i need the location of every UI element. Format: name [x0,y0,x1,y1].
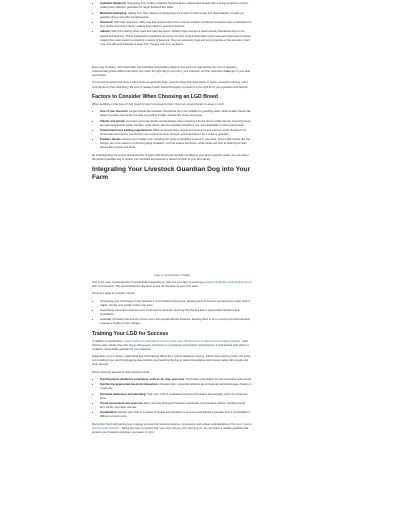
list-item-text: Assess your predator risk, including the types of predators present in your area. Some LGD breeds, like the Kangal, are more suited to confronting large predators, such as wolves and bears, while others are best at deterring smaller threats like coyotes and foxes. [100,138,250,150]
list-item: • Introducing your LGD puppy to the livestock in a controlled environment, allowing them to become accustomed to each other's sights, sounds, and smells at their own pace. [100,300,252,308]
text: Remember that LGD training is an ongoing process that requires patience, consistency, and a clear understanding of the [92,422,236,426]
list-item [100,138,252,150]
list-item-term: Temperament and training requirements: [100,128,153,132]
list-item [100,12,252,20]
list-item-term: Reinforcing appropriate livestock interactions: [100,383,160,387]
list-item-text: Reward calm, respectful behavior around animals and discourage chasing or rough play. [100,383,252,391]
guardian-breed-list [92,0,252,48]
list-item-term: Teaching basic obedience commands, such as sit, stay, and come. [100,377,186,381]
list-item-term: Threat assessment and response: [100,401,144,405]
list-item-text: Help your dog distinguish between real threats and harmless visitors, including family, farm hands, and other animals. [100,401,246,410]
list-item-text: With their striking white coats and calm demeanor, Akbash dogs possess a quiet intensity that allows them to be patient and attentive. These independent guardians are known for their careful observation and measured responses to threats, making them well suited to protecting a variety of livestock. They are extremely loyal and very protective of the animals in their care, and will work tirelessly to keep their charges safe from predators. [100,30,252,46]
text: In addition to socialization, [92,339,124,343]
list-item-term: Size of your livestock: [100,110,129,114]
list-item-term: Predator threats: [100,138,122,142]
article-body [92,0,252,438]
list-item [100,120,252,128]
list-item [100,393,252,401]
list-item-text: Expose your LGD to a variety of people and situations to ensure a well-adjusted guardian that is comfortable in different environments. [100,411,250,419]
list-item-text: Different breeds have varying temperaments and training needs. Research the breed traits and choose one that fits your experience level, lifestyle, and expectations for a working guardian. [100,128,247,136]
list-item-term: Akbash: [100,30,111,34]
steps-list [92,300,252,327]
training-list [92,378,252,420]
paragraph: Some important aspects of LGD training include: [92,370,150,374]
list-item [100,378,252,382]
list-item: • Supervising interactions between your LGD and the livestock, ensuring that the dog learns appropriate behaviors and boundaries. [100,309,252,317]
text: . Start training early, ideally when the dog is still a puppy, and focus on consistency and positive reinforcement. A well-trained LGD will be a confident, dependable guardian for your livestock. [92,339,249,351]
paragraph: When deciding on the type of LGD breed for your homestead or farm, there are several factors to keep in mind: [92,102,225,106]
list-item-term: Perimeter awareness and patrolling: [100,392,147,396]
text: . Taking the time to properly train your LGD will pay off in the long run, as you'll have a reliable guardian that protects your livestock and gives you peace of mind. [92,426,249,434]
factor-list [92,110,252,150]
list-item-text: Larger breeds like Anatolian Shepherds are more suitable for guarding cattle, while smaller breeds like Great Pyrenees can handle the task of guarding smaller animals like sheep and goats. [100,110,251,118]
list-item-text: With their distinctive, fluffy coat that protects them from extreme weather conditions, Kuvaszok have a reputation for their gentle and caring nature, making them ideal for guarding livestock. [100,21,252,29]
training-link[interactable]: proper training is essential for ensuring that your LGD becomes an effective and reliable guardian [124,339,241,343]
text: One of the most crucial aspects of successfully integrating an LGD into your farm is ensuring a [92,280,205,284]
list-item-term: Socialization: [100,411,118,415]
list-item [100,411,252,419]
list-item [100,21,252,29]
paragraph [92,423,252,435]
list-item [100,30,252,46]
list-item-term: Kuvaszok: [100,21,114,25]
paragraph: Regardless of your choice, understand that LGD training differs from typical obedience training. Rather than teaching tricks, the focus is on building trust, reinforcing appropriate instincts, and teaching the dog to respect boundaries and interact safely with people and other animals. [92,355,251,367]
text: with your livestock. This period helps the dog learn to see the livestock as part of its pack. [92,285,199,288]
list-item: • Gradually increasing the amount of time your LGD spends with the livestock, allowing them to form a strong bond and develop a sense of loyalty to their charges. [100,318,252,326]
paragraph: Every dog is unique, with breed traits and individual personalities shaping how each one approaches the work of guarding. Understanding these differences helps you match the right dog to your farm, your livestock, and the particular challenges of your land and climate. [92,66,251,78]
list-item-text: Originating from Turkey, Anatolian Shepherds are independent breeds with a strong protective instinct, making them effective guardians for larger livestock like cattle. [100,2,249,10]
list-item [100,402,252,410]
list-item [100,2,252,10]
paragraph [92,340,252,352]
list-item [100,129,252,137]
list-item-text: Consider your local climate and landscape when selecting a breed. Some LGDs, like the Great Pyrenees, are well-equipped for colder climates, while others, like the Anatolian Shepherd, are more adaptable to arid environments. [100,119,252,127]
section-heading-training: Training Your LGD for Success [92,330,169,337]
list-item-text: Train your LGD to understand property boundaries and regularly patrol the protected area. [100,392,248,400]
list-item-term: Maremma Sheepdog: [100,11,128,15]
list-item-text: Hailing from Italy, Maremma Sheepdogs are known for their loyalty and dependability, excelling at guarding sheep and other small livestock. [100,11,244,19]
section-heading-factors: Factors to Consider When Choosing an LGD Breed [92,93,218,100]
list-item-term: Anatolian Shepherd: [100,2,127,6]
introduction-link[interactable]: proper introduction and bonding period [205,280,252,284]
embedded-video[interactable] [92,185,252,272]
instincts-link[interactable]: dog's natural instincts and behaviors [92,422,252,430]
image-caption: Image by Jeremy/Adobe / Pixabay [153,273,191,277]
paragraph: By understanding the unique characteristics of each LGD breed and carefully considering your farm's specific needs, you can select the perfect guardian dog to protect your livestock and become a valued member of your farm family. [92,153,249,161]
list-item [100,383,252,391]
section-heading-integrating: Integrating Your Livestock Guardian Dog into Your Farm [92,165,251,181]
list-item [100,110,252,118]
list-item-term: Climate and terrain: [100,119,126,123]
list-item [100,0,252,1]
paragraph [92,281,252,289]
paragraph: Some key steps to consider include: [92,292,136,296]
paragraph: You should be aware that these LGD breeds are generally large, powerful dogs that need plenty of space, consistent training, and a commitment to their well-being. Be sure to research each breed thoroughly to ensure it is the right fit for your operation and lifestyle. [92,81,249,89]
list-item-text: This builds a foundation for communication and control. [185,377,252,381]
